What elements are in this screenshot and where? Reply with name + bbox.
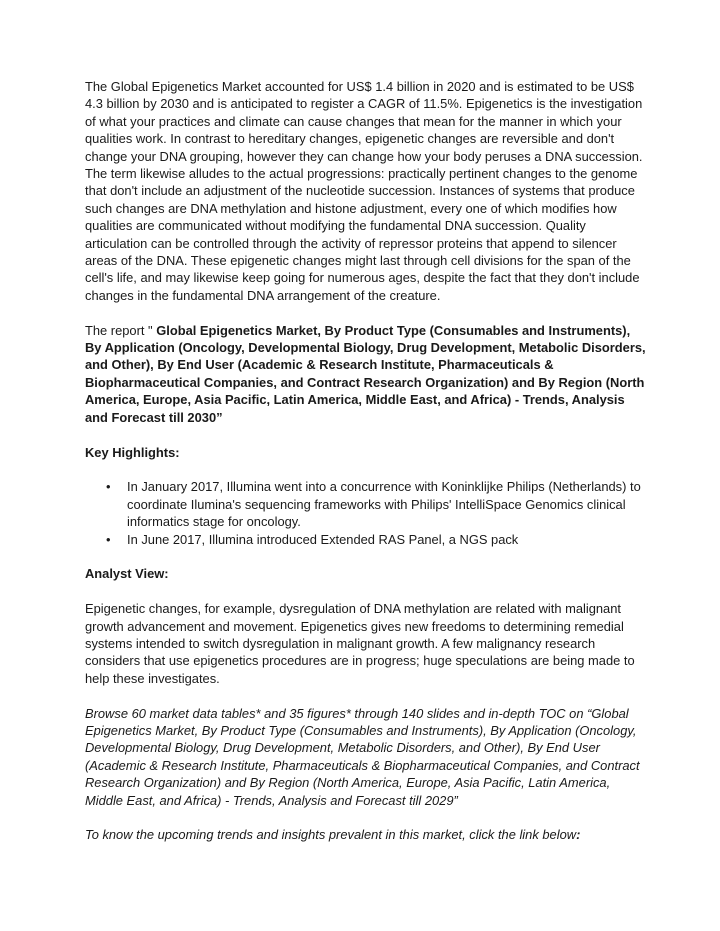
- report-prefix: The report ": [85, 322, 157, 338]
- analyst-view-paragraph: Epigenetic changes, for example, dysregulation of DNA methylation are related with malignant growth advancement and movement. Epigenetics gives new freedoms to determining remedial systems intended to switch dysregulation in malignant growth. A few malignancy research considers that use epigenetics procedures are in progress; huge speculations are being made to help these investigates.: [85, 601, 635, 686]
- report-title: Global Epigenetics Market, By Product Type (Consumables and Instruments), By Application (Oncology, Developmental Biology, Drug Development, Metabolic Disorders, and Other), By End User (Academic & Research Institute, Pharmaceuticals & Biopharmaceutical Companies, and Contract Research Organization) and By Region (North America, Europe, Asia Pacific, Latin America, Middle East, and Africa) - Trends, Analysis and Forecast till 2030”: [85, 322, 646, 425]
- browse-paragraph: Browse 60 market data tables* and 35 figures* through 140 slides and in-depth TOC on “Global Epigenetics Market, By Product Type (Consumables and Instruments), By Application (Oncology, Developmental Biology, Drug Development, Metabolic Disorders, and Other), By End User (Academic & Research Institute, Pharmaceuticals & Biopharmaceutical Companies, and Contract Research Organization) and By Region (North America, Europe, Asia Pacific, Latin America, Middle East, and Africa) - Trends, Analysis and Forecast till 2029”: [85, 705, 640, 808]
- spacer: [85, 583, 650, 600]
- spacer: [85, 426, 650, 443]
- cta-colon: :: [576, 827, 581, 843]
- highlights-list: [85, 478, 650, 548]
- list-item-text: In June 2017, Illumina introduced Extended RAS Panel, a NGS pack: [127, 531, 519, 547]
- report-paragraph: [85, 322, 650, 426]
- bullet-icon: •: [106, 531, 111, 547]
- intro-paragraph: The Global Epigenetics Market accounted for US$ 1.4 billion in 2020 and is estimated to be US$ 4.3 billion by 2030 and is anticipated to register a CAGR of 11.5%. Epigenetics is the investigation of what your practices and climate can cause changes that mean for the manner in which your qualities work. In contrast to hereditary changes, epigenetic changes are reversible and don't change your DNA grouping, however they can change how your body peruses a DNA succession. The term likewise alludes to the actual progressions: practically pertinent changes to the genome that don't include an adjustment of the nucleotide succession. Instances of systems that produce such changes are DNA methylation and histone adjustment, every one of which modifies how qualities are communicated without modifying the fundamental DNA succession. Quality articulation can be controlled through the activity of repressor proteins that append to silencer areas of the DNA. These epigenetic changes might last through cell divisions for the span of the cell's life, and may likewise keep going for numerous ages, despite the fact that they don't include changes in the fundamental DNA arrangement of the creature.: [85, 79, 643, 303]
- list-item: [85, 531, 650, 548]
- key-highlights-heading: Key Highlights:: [85, 444, 180, 460]
- spacer: [85, 548, 650, 565]
- spacer: [85, 461, 650, 478]
- spacer: [85, 809, 650, 826]
- cta-text: To know the upcoming trends and insights prevalent in this market, click the link below: [85, 827, 577, 843]
- bullet-icon: •: [106, 479, 111, 495]
- cta-paragraph: [85, 826, 650, 843]
- spacer: [85, 304, 650, 321]
- list-item: [85, 478, 650, 530]
- document-body: [85, 78, 650, 844]
- list-item-text: In January 2017, Illumina went into a concurrence with Koninklijke Philips (Netherlands) to coordinate Ilumina's sequencing frameworks with Philips' IntelliSpace Genomics clinical informatics stage for oncology.: [127, 479, 641, 530]
- spacer: [85, 687, 650, 704]
- analyst-view-heading: Analyst View:: [85, 566, 169, 582]
